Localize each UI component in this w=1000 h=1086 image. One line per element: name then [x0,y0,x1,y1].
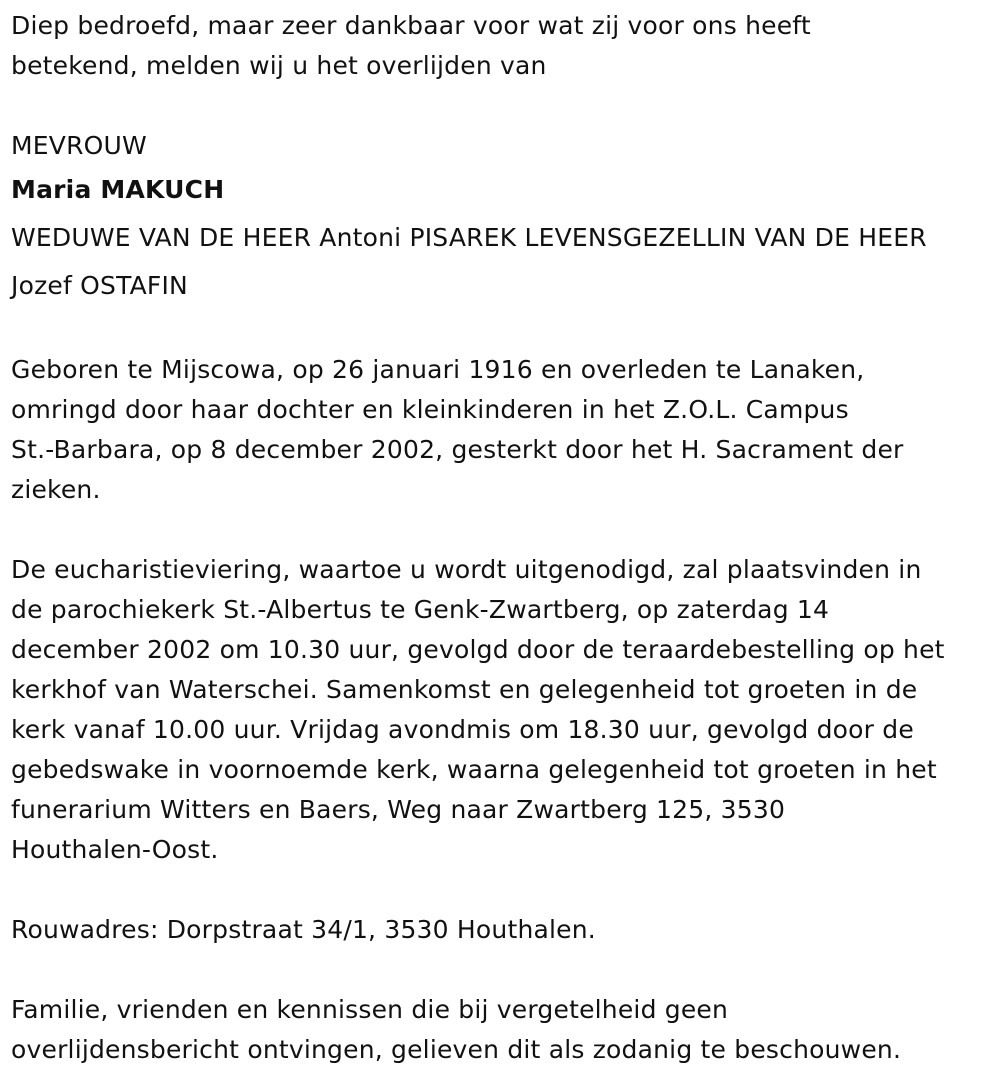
closing-paragraph [11,990,996,1070]
ceremony-line: december 2002 om 10.30 uur, gevolgd door de teraardebestelling op het [11,635,945,664]
closing-line: overlijdensbericht ontvingen, gelieven dit als zodanig te beschouwen. [11,1035,902,1064]
deceased-relation-line: WEDUWE VAN DE HEER Antoni PISAREK LEVENSGEZELLIN VAN DE HEER [11,223,927,252]
intro-paragraph [11,6,996,86]
birth-death-line: Geboren te Mijscowa, op 26 januari 1916 en overleden te Lanaken, [11,355,865,384]
ceremony-line: gebedswake in voornoemde kerk, waarna gelegenheid tot groeten in het [11,755,937,784]
ceremony-line: De eucharistieviering, waartoe u wordt uitgenodigd, zal plaatsvinden in [11,555,922,584]
obituary-document [11,6,996,1070]
deceased-name: Maria MAKUCH [11,175,225,204]
paragraph-gap [11,86,996,126]
birth-death-line: St.-Barbara, op 8 december 2002, gesterkt door het H. Sacrament der [11,435,904,464]
birth-death-line: omringd door haar dochter en kleinkinderen in het Z.O.L. Campus [11,395,849,424]
deceased-relation-line: Jozef OSTAFIN [11,271,188,300]
ceremony-line: kerkhof van Waterschei. Samenkomst en gelegenheid tot groeten in de [11,675,918,704]
intro-line: Diep bedroefd, maar zeer dankbaar voor wat zij voor ons heeft [11,11,811,40]
deceased-block [11,126,996,310]
deceased-title: MEVROUW [11,131,147,160]
paragraph-gap [11,950,996,990]
paragraph-gap [11,870,996,910]
ceremony-line: de parochiekerk St.-Albertus te Genk-Zwartberg, op zaterdag 14 [11,595,830,624]
birth-death-paragraph [11,350,996,510]
ceremony-line: funerarium Witters en Baers, Weg naar Zwartberg 125, 3530 [11,795,786,824]
birth-death-line: zieken. [11,475,101,504]
ceremony-line: Houthalen-Oost. [11,835,219,864]
paragraph-gap [11,310,996,350]
ceremony-paragraph [11,550,996,870]
ceremony-line: kerk vanaf 10.00 uur. Vrijdag avondmis om 18.30 uur, gevolgd door de [11,715,914,744]
address-paragraph [11,910,996,950]
mourning-address: Rouwadres: Dorpstraat 34/1, 3530 Houthalen. [11,915,596,944]
intro-line: betekend, melden wij u het overlijden van [11,51,547,80]
closing-line: Familie, vrienden en kennissen die bij vergetelheid geen [11,995,729,1024]
paragraph-gap [11,510,996,550]
